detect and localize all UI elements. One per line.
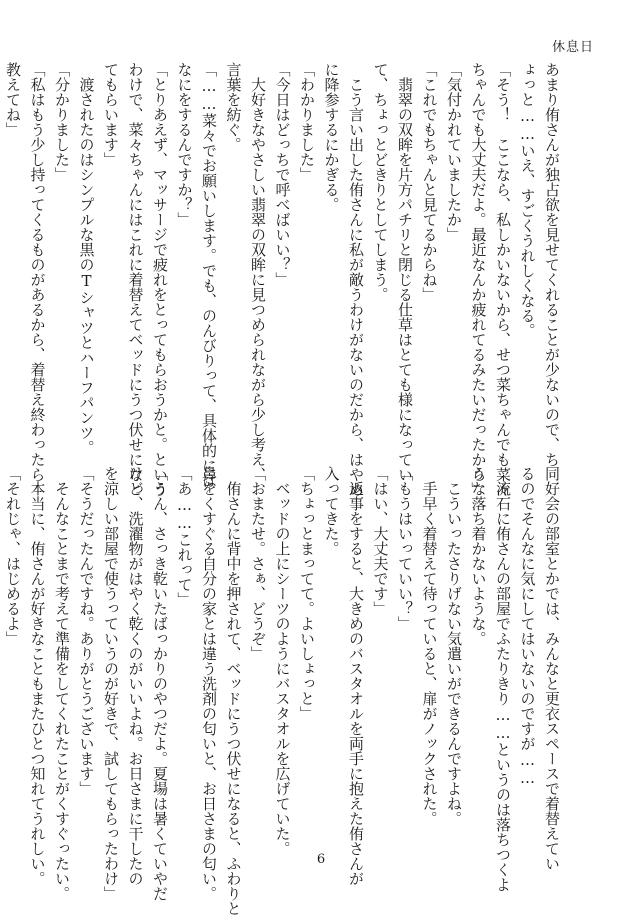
- text-line: 鼻をくすぐる自分の家とは違う洗剤の匂いと、お日さまの匂い。: [200, 466, 218, 901]
- text-line: 「わかりました」: [298, 62, 316, 182]
- text-line: [0, 62, 1, 422]
- text-line: [0, 466, 1, 826]
- text-line: 侑さんに背中を押されて、ベッドにうつ伏せになると、ふわりと: [224, 466, 243, 916]
- text-line: 渡されたのはシンプルな黒のTシャツとハーフパンツ。: [77, 62, 96, 455]
- text-line: なにをするんですか？」: [175, 62, 194, 227]
- text-line: 言葉を紡ぐ。: [224, 62, 243, 152]
- text-line: るのでそんなに気にしてはいないのですが……: [518, 466, 537, 787]
- text-line: そんなことまで考えて準備をしてくれたことがくすぐったい。: [53, 466, 71, 901]
- text-line: 「はい、大丈夫です」: [371, 466, 390, 616]
- text-line: に降参するにかぎる。: [322, 62, 341, 212]
- text-line: わけで、菜々ちゃんにはこれに着替えてベッドにうつ伏せになっ: [126, 62, 145, 497]
- page-number: 6: [316, 852, 326, 867]
- text-line: 「それじゃ、はじめるよ」: [4, 466, 22, 646]
- text-line: 本当に、侑さんが好きなこともまたひとつ知れてうれしい。: [28, 466, 47, 886]
- text-line: 「今日はどっちで呼べばいい？」: [273, 62, 292, 287]
- text-line: こういったさりげない気遣いができるんですよね。: [445, 466, 463, 826]
- text-line: を涼しい部屋で使うっていうのが好きで、試してもらったわけ」: [102, 466, 120, 901]
- text-line: 入ってきた。: [322, 466, 341, 556]
- text-line: あまり侑さんが独占欲を見せてくれることが少ないので、ち: [543, 62, 561, 467]
- text-line: 翡翠の双眸を片方パチリと閉じる仕草はとても様になってい: [396, 62, 414, 482]
- text-line: けど、洗濯物がはやく乾くのがいいよね。お日さまに干したの: [126, 466, 145, 886]
- text-line: 「分かりました」: [53, 62, 71, 182]
- text-line: 「あ……これって」: [175, 466, 194, 607]
- bottom-text-block: [4, 466, 564, 916]
- text-line: うな落ち着かないような。: [469, 466, 488, 646]
- text-line: 「気付かれていましたか」: [445, 62, 463, 242]
- text-line: 同好会の部室とかでは、みんなと更衣スペースで着替えてい: [543, 466, 561, 871]
- text-line: 教えてね」: [4, 62, 22, 137]
- text-line: てもらいます」: [102, 62, 120, 167]
- text-line: ちゃんでも大丈夫だよ。最近なんか疲れてるみたいだったから」: [469, 62, 488, 497]
- text-line: て、ちょっとどきりとしてしまう。: [371, 62, 390, 302]
- text-line: 「これでもちゃんと見てるからね」: [420, 62, 439, 302]
- text-line: ベッドの上にシーツのようにバスタオルを広げていた。: [273, 466, 292, 856]
- text-line: こう言い出した侑さんに私が敵うわけがないのだから、はやめ: [347, 62, 365, 497]
- text-line: 「そう！ ここなら、私しかいないから、せつ菜ちゃんでも菜々: [494, 62, 512, 497]
- text-line: 「ちょっとまってて。よいしょっと」: [298, 466, 316, 721]
- top-text-block: [4, 62, 564, 497]
- text-line: ょっと……いえ、すごくうれしくなる。: [518, 62, 537, 338]
- text-line: 「……菜々でお願いします。でも、のんびりって、具体的には: [200, 62, 218, 488]
- text-line: 手早く着替えて待っていると、扉がノックされた。: [420, 466, 439, 826]
- text-line: 「私はもう少し持ってくるものがあるから、着替え終わったら: [28, 62, 47, 482]
- text-line: 「とりあえず、マッサージで疲れをとってもらおうかと。という: [151, 62, 169, 497]
- text-line: 大好きなやさしい翡翠の双眸に見つめられながら少し考え、: [249, 62, 267, 482]
- chapter-title: 休息日: [551, 40, 594, 55]
- text-line: 「そうだったんですね。ありがとうございます」: [77, 466, 96, 796]
- text-line: 「うん、さっき乾いたばっかりのやつだよ。夏場は暑くていやだ: [151, 466, 169, 901]
- text-line: 「おまたせ。さぁ、どうぞ」: [249, 466, 267, 661]
- text-line: 流石に侑さんの部屋でふたりきり……というのは落ちつくよ: [494, 466, 512, 892]
- text-line: 「もうはいっていい？」: [396, 466, 414, 631]
- text-line: 返事をすると、大きめのバスタオルを両手に抱えた侑さんが: [347, 466, 365, 886]
